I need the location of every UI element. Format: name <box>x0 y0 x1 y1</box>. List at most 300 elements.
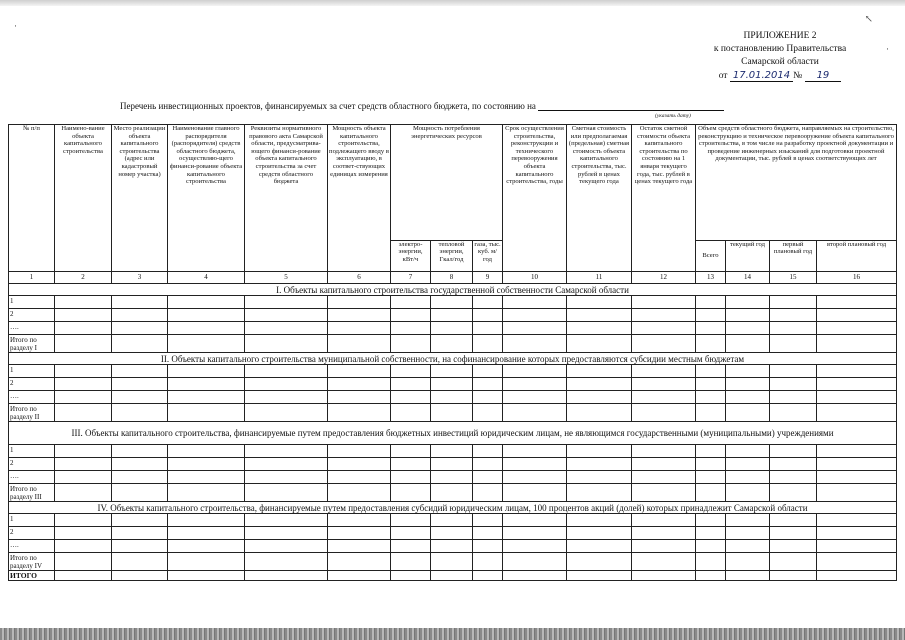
table-cell <box>503 404 567 422</box>
table-cell <box>431 553 473 571</box>
table-cell <box>328 335 391 353</box>
table-cell <box>632 296 696 309</box>
table-cell <box>168 553 245 571</box>
table-cell <box>391 365 431 378</box>
table-cell <box>391 322 431 335</box>
table-cell <box>696 365 726 378</box>
table-cell <box>726 322 770 335</box>
table-cell <box>632 458 696 471</box>
row-number: 1 <box>9 296 55 309</box>
header-second-plan-year: второй плановый год <box>817 240 897 271</box>
table-cell <box>168 335 245 353</box>
table-cell <box>168 540 245 553</box>
table-cell <box>770 309 817 322</box>
table-cell <box>817 365 897 378</box>
column-number-cell: 7 <box>391 272 431 284</box>
table-cell <box>567 471 632 484</box>
table-cell <box>391 540 431 553</box>
table-cell <box>112 365 168 378</box>
section-title: IV. Объекты капитального строительства, финансируемые путем предоставления субсидий юридическим лицам, 100 процентов акций (долей) которых принадлежит Самарской области <box>9 502 897 514</box>
table-cell <box>328 309 391 322</box>
column-number-cell: 16 <box>817 272 897 284</box>
table-row <box>9 540 897 553</box>
table-cell <box>168 514 245 527</box>
table-cell <box>770 296 817 309</box>
table-cell <box>431 335 473 353</box>
table-cell <box>632 322 696 335</box>
row-number: …. <box>9 322 55 335</box>
table-cell <box>112 322 168 335</box>
table-cell <box>328 553 391 571</box>
table-cell <box>632 309 696 322</box>
row-number: …. <box>9 391 55 404</box>
table-cell <box>473 404 503 422</box>
section-total-row <box>9 553 897 571</box>
table-cell <box>431 404 473 422</box>
table-cell <box>726 335 770 353</box>
table-cell <box>473 378 503 391</box>
table-cell <box>473 322 503 335</box>
table-cell <box>567 322 632 335</box>
table-cell <box>503 445 567 458</box>
table-cell <box>696 540 726 553</box>
table-cell <box>328 445 391 458</box>
table-row <box>9 309 897 322</box>
appendix-date-row: от 17.01.2014 № 19 <box>660 69 900 83</box>
table-cell <box>632 365 696 378</box>
column-number-cell: 4 <box>168 272 245 284</box>
table-cell <box>55 378 112 391</box>
table-cell <box>112 378 168 391</box>
table-cell <box>473 471 503 484</box>
table-row <box>9 458 897 471</box>
table-cell <box>503 553 567 571</box>
table-cell <box>431 458 473 471</box>
scan-speck: · <box>886 44 889 54</box>
table-cell <box>55 365 112 378</box>
table-row <box>9 527 897 540</box>
table-cell <box>567 335 632 353</box>
header-estimated-cost: Сметная стоимость или предполагаемая (предельная) сметная стоимость объекта капитального строительства, тыс. рублей в ценах текущего года <box>567 125 632 272</box>
table-cell <box>328 540 391 553</box>
table-cell <box>726 484 770 502</box>
table-cell <box>696 335 726 353</box>
section-title: II. Объекты капитального строительства муниципальной собственности, на софинансирование которых предоставляются субсидии местным бюджетам <box>9 353 897 365</box>
section-total-label: Итого по разделу IV <box>9 553 55 571</box>
row-number: 2 <box>9 378 55 391</box>
header-term: Срок осуществления строительства, реконструкции и технического перевооружения объекта капитального строительства, годы <box>503 125 567 272</box>
table-cell <box>567 514 632 527</box>
table-cell <box>567 365 632 378</box>
table-cell <box>431 445 473 458</box>
table-cell <box>112 445 168 458</box>
investment-projects-table <box>8 124 897 581</box>
table-cell <box>245 309 328 322</box>
table-cell <box>770 540 817 553</box>
table-cell <box>696 391 726 404</box>
header-remaining-cost: Остаток сметной стоимости объекта капитального строительства по состоянию на 1 января текущего года, тыс. рублей в ценах текущего года <box>632 125 696 272</box>
table-cell <box>328 404 391 422</box>
table-cell <box>55 391 112 404</box>
table-cell <box>245 404 328 422</box>
table-cell <box>503 365 567 378</box>
resolution-date: 17.01.2014 <box>730 70 793 82</box>
table-cell <box>503 527 567 540</box>
table-cell <box>770 322 817 335</box>
table-cell <box>817 322 897 335</box>
table-cell <box>567 571 632 581</box>
table-cell <box>632 378 696 391</box>
table-cell <box>391 445 431 458</box>
scan-corner-mark: ↖ <box>864 14 873 25</box>
table-row <box>9 365 897 378</box>
table-row <box>9 445 897 458</box>
table-cell <box>328 527 391 540</box>
table-cell <box>770 335 817 353</box>
table-cell <box>817 296 897 309</box>
table-cell <box>817 514 897 527</box>
table-cell <box>473 514 503 527</box>
table-cell <box>168 309 245 322</box>
table-cell <box>473 445 503 458</box>
table-cell <box>55 527 112 540</box>
column-number-cell: 13 <box>696 272 726 284</box>
table-cell <box>473 391 503 404</box>
section-title-row <box>9 353 897 365</box>
row-number: 1 <box>9 514 55 527</box>
table-cell <box>431 365 473 378</box>
table-cell <box>245 365 328 378</box>
table-cell <box>817 391 897 404</box>
table-cell <box>328 296 391 309</box>
table-cell <box>632 553 696 571</box>
table-cell <box>567 445 632 458</box>
table-cell <box>391 391 431 404</box>
table-cell <box>770 571 817 581</box>
table-cell <box>567 540 632 553</box>
table-cell <box>770 391 817 404</box>
table-cell <box>328 484 391 502</box>
table-cell <box>696 514 726 527</box>
table-cell <box>770 471 817 484</box>
table-cell <box>567 391 632 404</box>
grand-total-label: ИТОГО <box>9 571 55 581</box>
table-cell <box>726 514 770 527</box>
table-cell <box>503 309 567 322</box>
section-total-row <box>9 404 897 422</box>
header-capacity: Мощность объекта капитального строительства, подлежащего вводу в эксплуатацию, в соответ-ствующих единицах измерения <box>328 125 391 272</box>
table-cell <box>55 540 112 553</box>
table-cell <box>817 471 897 484</box>
table-cell <box>55 309 112 322</box>
table-cell <box>112 527 168 540</box>
table-cell <box>168 458 245 471</box>
section-total-label: Итого по разделу III <box>9 484 55 502</box>
table-cell <box>473 309 503 322</box>
table-cell <box>726 404 770 422</box>
table-cell <box>245 471 328 484</box>
table-cell <box>696 527 726 540</box>
column-number-cell: 5 <box>245 272 328 284</box>
table-cell <box>503 322 567 335</box>
table-cell <box>168 484 245 502</box>
header-energy-group: Мощность потребления энергетических ресурсов <box>391 125 503 241</box>
table-cell <box>770 445 817 458</box>
table-cell <box>55 553 112 571</box>
table-cell <box>817 445 897 458</box>
table-cell <box>391 471 431 484</box>
column-number-cell: 3 <box>112 272 168 284</box>
table-cell <box>770 378 817 391</box>
table-row <box>9 471 897 484</box>
header-object-name: Наимено-вание объекта капитального строительства <box>55 125 112 272</box>
table-cell <box>431 296 473 309</box>
table-cell <box>726 309 770 322</box>
table-cell <box>567 458 632 471</box>
table-cell <box>567 309 632 322</box>
table-cell <box>696 484 726 502</box>
table-cell <box>168 571 245 581</box>
section-title-row <box>9 502 897 514</box>
column-number-cell: 6 <box>328 272 391 284</box>
table-cell <box>328 378 391 391</box>
section-title-row <box>9 422 897 445</box>
table-cell <box>431 471 473 484</box>
table-cell <box>328 514 391 527</box>
table-cell <box>55 322 112 335</box>
table-cell <box>567 527 632 540</box>
table-cell <box>632 404 696 422</box>
table-cell <box>431 514 473 527</box>
table-cell <box>632 484 696 502</box>
table-cell <box>473 296 503 309</box>
table-cell <box>112 404 168 422</box>
header-row-1 <box>9 125 897 241</box>
table-cell <box>328 571 391 581</box>
table-cell <box>726 553 770 571</box>
table-cell <box>112 514 168 527</box>
table-cell <box>473 553 503 571</box>
table-cell <box>770 514 817 527</box>
table-cell <box>245 484 328 502</box>
table-cell <box>817 553 897 571</box>
table-cell <box>632 514 696 527</box>
column-number-cell: 2 <box>55 272 112 284</box>
section-total-row <box>9 484 897 502</box>
table-cell <box>168 445 245 458</box>
table-row <box>9 514 897 527</box>
column-number-cell: 8 <box>431 272 473 284</box>
appendix-resolution: к постановлению Правительства <box>713 44 847 54</box>
table-cell <box>431 322 473 335</box>
table-cell <box>55 404 112 422</box>
table-row <box>9 322 897 335</box>
table-cell <box>168 527 245 540</box>
table-cell <box>817 571 897 581</box>
table-cell <box>431 378 473 391</box>
appendix-title: ПРИЛОЖЕНИЕ 2 <box>743 31 817 41</box>
table-cell <box>726 365 770 378</box>
table-cell <box>431 540 473 553</box>
table-cell <box>431 484 473 502</box>
date-hint: (указать дату) <box>655 113 691 119</box>
table-cell <box>391 458 431 471</box>
row-number: 2 <box>9 527 55 540</box>
header-location: Место реализации объекта капитального строительства (адрес или кадастровый номер участка) <box>112 125 168 272</box>
table-cell <box>726 391 770 404</box>
row-number: …. <box>9 540 55 553</box>
section-total-row <box>9 335 897 353</box>
table-cell <box>696 404 726 422</box>
header-legal-act: Реквизиты нормативного правового акта Самарской области, предусматрива-ющего финанси-рование объекта капитального строительства за счет средств областного бюджета <box>245 125 328 272</box>
table-cell <box>55 484 112 502</box>
table-cell <box>632 335 696 353</box>
table-cell <box>112 471 168 484</box>
table-cell <box>391 296 431 309</box>
table-cell <box>328 458 391 471</box>
table-cell <box>168 365 245 378</box>
table-cell <box>112 540 168 553</box>
table-cell <box>726 296 770 309</box>
table-cell <box>245 335 328 353</box>
table-cell <box>817 335 897 353</box>
table-cell <box>770 404 817 422</box>
table-cell <box>726 445 770 458</box>
table-cell <box>391 527 431 540</box>
column-number-cell: 12 <box>632 272 696 284</box>
table-cell <box>55 296 112 309</box>
table-cell <box>55 445 112 458</box>
table-cell <box>726 527 770 540</box>
column-number-cell: 1 <box>9 272 55 284</box>
column-number-cell: 15 <box>770 272 817 284</box>
table-cell <box>503 335 567 353</box>
table-row <box>9 391 897 404</box>
table-cell <box>503 514 567 527</box>
header-electricity: электро-энергии, кВт/ч <box>391 240 431 271</box>
table-cell <box>245 378 328 391</box>
table-cell <box>55 471 112 484</box>
table-cell <box>632 527 696 540</box>
row-number: …. <box>9 471 55 484</box>
table-cell <box>567 296 632 309</box>
table-cell <box>473 484 503 502</box>
scan-speck: · <box>14 21 17 31</box>
column-number-cell: 11 <box>567 272 632 284</box>
table-cell <box>696 471 726 484</box>
table-cell <box>168 322 245 335</box>
table-cell <box>112 484 168 502</box>
table-cell <box>431 309 473 322</box>
table-row <box>9 296 897 309</box>
header-budget-manager: Наименование главного распорядителя (распорядителя) средств областного бюджета, осуществляю-щего финанси-рование объекта капитального строительства <box>168 125 245 272</box>
row-number: 1 <box>9 365 55 378</box>
row-number: 2 <box>9 309 55 322</box>
table-cell <box>503 378 567 391</box>
table-cell <box>503 540 567 553</box>
table-cell <box>567 484 632 502</box>
table-cell <box>770 553 817 571</box>
table-cell <box>245 553 328 571</box>
table-cell <box>632 445 696 458</box>
table-cell <box>391 484 431 502</box>
section-title-row <box>9 284 897 296</box>
table-cell <box>328 365 391 378</box>
scan-edge-bottom <box>0 628 905 640</box>
table-cell <box>726 571 770 581</box>
section-title: III. Объекты капитального строительства, финансируемые путем предоставления бюджетных инвестиций юридическим лицам, не являющимся государственными (муниципальными) учреждениями <box>9 422 897 445</box>
table-cell <box>696 445 726 458</box>
table-cell <box>391 404 431 422</box>
header-gas: газа, тыс. куб. м/год <box>473 240 503 271</box>
table-cell <box>696 553 726 571</box>
table-cell <box>55 571 112 581</box>
table-cell <box>726 458 770 471</box>
table-cell <box>112 458 168 471</box>
table-cell <box>696 296 726 309</box>
header-current-year: текущий год <box>726 240 770 271</box>
table-cell <box>328 322 391 335</box>
table-cell <box>770 484 817 502</box>
section-total-label: Итого по разделу I <box>9 335 55 353</box>
row-number: 2 <box>9 458 55 471</box>
table-cell <box>431 527 473 540</box>
table-cell <box>245 514 328 527</box>
table-cell <box>632 540 696 553</box>
table-cell <box>473 571 503 581</box>
table-cell <box>245 571 328 581</box>
table-cell <box>112 553 168 571</box>
column-numbers-row <box>9 272 897 284</box>
header-heat: тепловой энергии, Гкал/год <box>431 240 473 271</box>
table-cell <box>391 335 431 353</box>
table-cell <box>817 527 897 540</box>
appendix-region: Самарской области <box>741 57 819 67</box>
table-cell <box>696 571 726 581</box>
table-cell <box>112 391 168 404</box>
header-total: Всего <box>696 240 726 271</box>
table-cell <box>503 484 567 502</box>
table-cell <box>168 378 245 391</box>
table-cell <box>770 458 817 471</box>
table-cell <box>817 458 897 471</box>
scan-edge-top <box>0 0 905 6</box>
table-cell <box>112 309 168 322</box>
table-cell <box>328 471 391 484</box>
table-cell <box>245 458 328 471</box>
list-heading: Перечень инвестиционных проектов, финансируемых за счет средств областного бюджета, по состоянию на <box>120 101 724 111</box>
table-cell <box>431 391 473 404</box>
table-body <box>9 284 897 581</box>
column-number-cell: 14 <box>726 272 770 284</box>
table-cell <box>696 458 726 471</box>
table-cell <box>503 391 567 404</box>
table-cell <box>55 335 112 353</box>
table-cell <box>696 322 726 335</box>
table-row <box>9 378 897 391</box>
column-number-cell: 9 <box>473 272 503 284</box>
grand-total-row <box>9 571 897 581</box>
section-total-label: Итого по разделу II <box>9 404 55 422</box>
table-cell <box>55 514 112 527</box>
table-cell <box>245 322 328 335</box>
table-cell <box>245 540 328 553</box>
table-cell <box>503 571 567 581</box>
table-cell <box>391 553 431 571</box>
table-cell <box>391 514 431 527</box>
table-cell <box>770 365 817 378</box>
table-cell <box>473 527 503 540</box>
